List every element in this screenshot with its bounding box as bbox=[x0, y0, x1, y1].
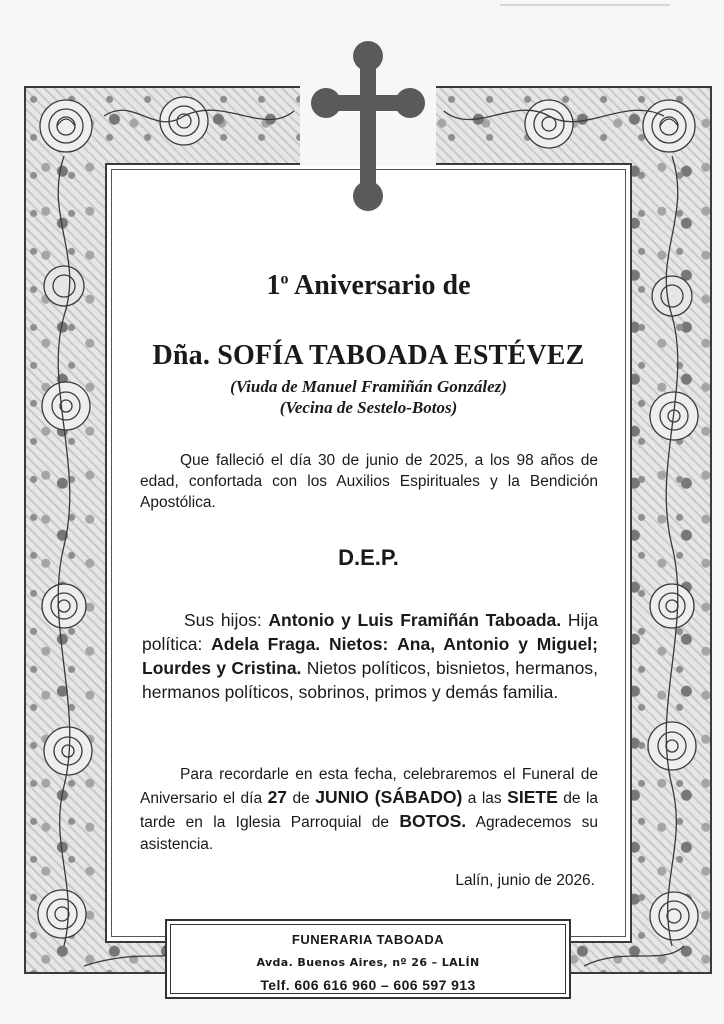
funeral-paragraph: Para recordarle en esta fecha, celebraremos el Funeral de Aniversario el día 27 de JUNIO (SÁBADO) a las SIETE de la tarde en la Iglesia Parroquial de BOTOS. Agradecemos su asistencia. bbox=[140, 766, 599, 853]
scan-artifact bbox=[500, 4, 670, 6]
widow-of-line: (Viuda de Manuel Framiñán González) bbox=[230, 377, 507, 396]
place-date: Lalín, junio de 2026. bbox=[455, 872, 595, 889]
residence-line: (Vecina de Sestelo-Botos) bbox=[279, 398, 458, 417]
dep-heading: D.E.P. bbox=[338, 545, 399, 570]
funeral-home-name: FUNERARIA TABOADA bbox=[291, 932, 445, 947]
funeral-home-box bbox=[165, 919, 571, 999]
cross-icon bbox=[310, 40, 426, 216]
death-paragraph: Que falleció el día 30 de junio de 2025, a los 98 años de edad, confortada con los Auxilios Espirituales y la Bendición Apostólica. bbox=[140, 452, 598, 511]
notice-title: 1$^o$ Aniversario de bbox=[266, 270, 471, 301]
deceased-name: Dña. SOFÍA TABOADA ESTÉVEZ bbox=[152, 340, 585, 371]
funeral-home-phone: Telf. 606 616 960 – 606 597 913 bbox=[260, 977, 476, 993]
funeral-home-address: Avda. Buenos Aires, nº 26 – LALÍN bbox=[256, 956, 480, 969]
family-paragraph: Sus hijos: Antonio y Luis Framiñán Taboada. Hija política: Adela Fraga. Nietos: Ana, Antonio y Miguel; Lourdes y Cristina. Nietos políticos, bisnietos, hermanos, hermanos políticos, sobrinos, primos y demás familia. bbox=[142, 610, 598, 702]
